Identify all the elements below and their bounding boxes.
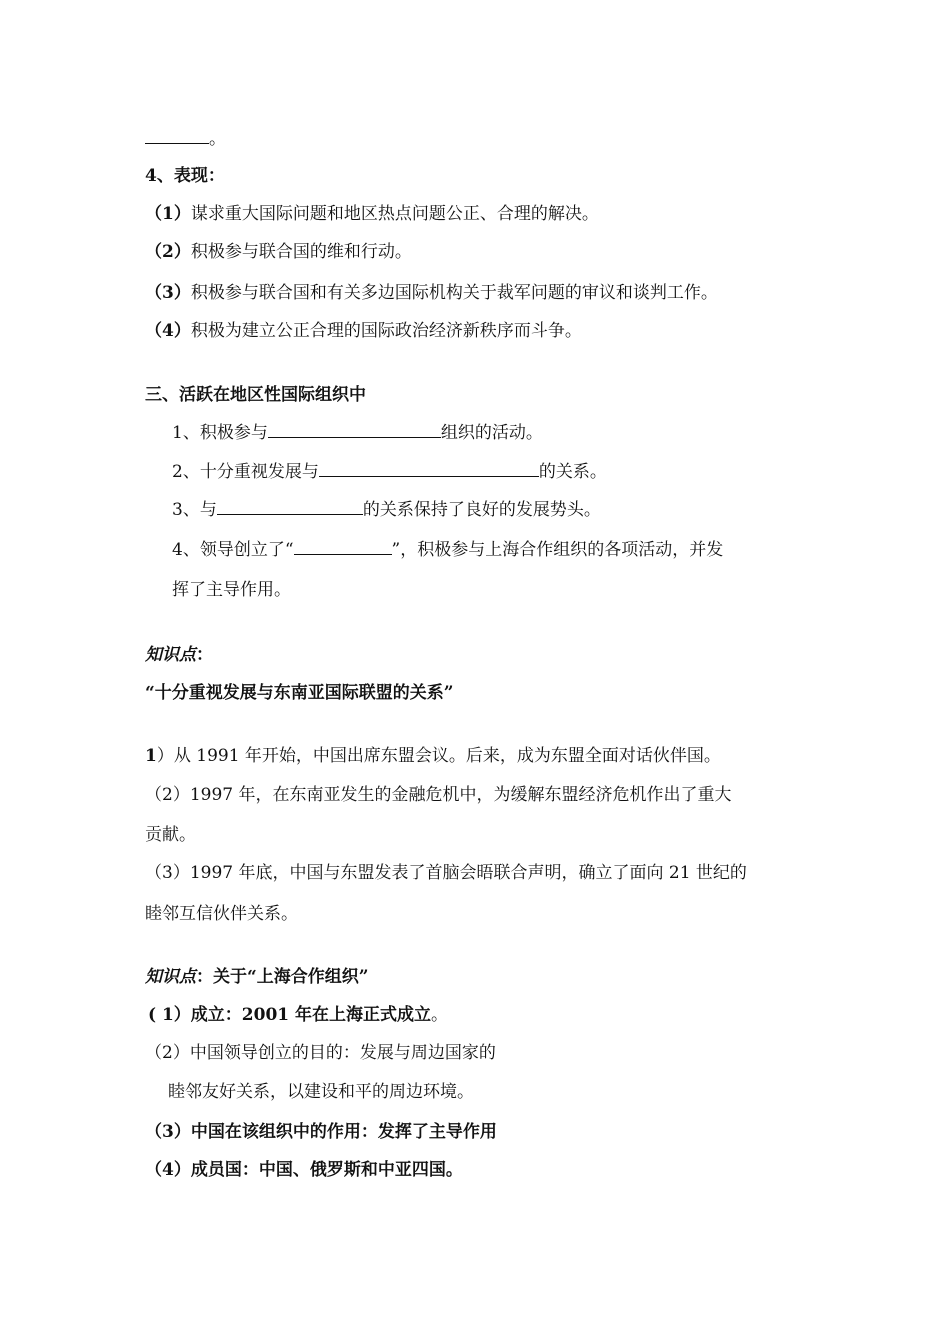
list-item: （3）积极参与联合国和有关多边国际机构关于裁军问题的审议和谈判工作。: [145, 283, 718, 303]
fill-question: 2、十分重视发展与 的关系。: [172, 459, 607, 484]
section-heading: 4、表现：: [145, 166, 225, 186]
list-item: （2）中国领导创立的目的：发展与周边国家的: [145, 1043, 496, 1063]
knowledge-title: “十分重视发展与东南亚国际联盟的关系”: [145, 683, 454, 703]
knowledge-label: 知识点：: [145, 645, 213, 665]
top-blank-line: 。: [145, 126, 226, 151]
fill-question-continuation: 挥了主导作用。: [172, 580, 291, 600]
fill-blank: [294, 537, 392, 555]
fill-question: 4、领导创立了“ ”，积极参与上海合作组织的各项活动，并发: [172, 537, 723, 562]
list-item: （1）谋求重大国际问题和地区热点问题公正、合理的解决。: [145, 204, 599, 224]
list-item: （4）积极为建立公正合理的国际政治经济新秩序而斗争。: [145, 321, 582, 341]
paragraph: 睦邻互信伙伴关系。: [145, 904, 298, 924]
paragraph: （3）1997 年底，中国与东盟发表了首脑会晤联合声明，确立了面向 21 世纪的: [145, 863, 747, 883]
paragraph: 贡献。: [145, 825, 196, 845]
fill-blank: [217, 497, 363, 515]
fill-question: 3、与 的关系保持了良好的发展势头。: [172, 497, 601, 522]
paragraph: （2）1997 年，在东南亚发生的金融危机中，为缓解东盟经济危机作出了重大: [145, 785, 732, 805]
fill-blank: [268, 420, 441, 438]
fill-question: 1、积极参与 组织的活动。: [172, 420, 543, 445]
list-item: （4）成员国：中国、俄罗斯和中亚四国。: [145, 1160, 463, 1180]
list-item-continuation: 睦邻友好关系，以建设和平的周边环境。: [168, 1082, 474, 1102]
list-item: （3）中国在该组织中的作用：发挥了主导作用: [145, 1122, 497, 1142]
paragraph: 1）从 1991 年开始，中国出席东盟会议。后来，成为东盟全面对话伙伴国。: [145, 746, 721, 766]
fill-blank: [145, 126, 209, 144]
fill-blank: [319, 459, 539, 477]
section-heading: 三、活跃在地区性国际组织中: [145, 385, 366, 405]
list-item: （2）积极参与联合国的维和行动。: [145, 242, 412, 262]
knowledge-heading: 知识点：关于“上海合作组织”: [145, 967, 369, 987]
list-item: ( 1）成立：2001 年在上海正式成立。: [148, 1005, 449, 1025]
